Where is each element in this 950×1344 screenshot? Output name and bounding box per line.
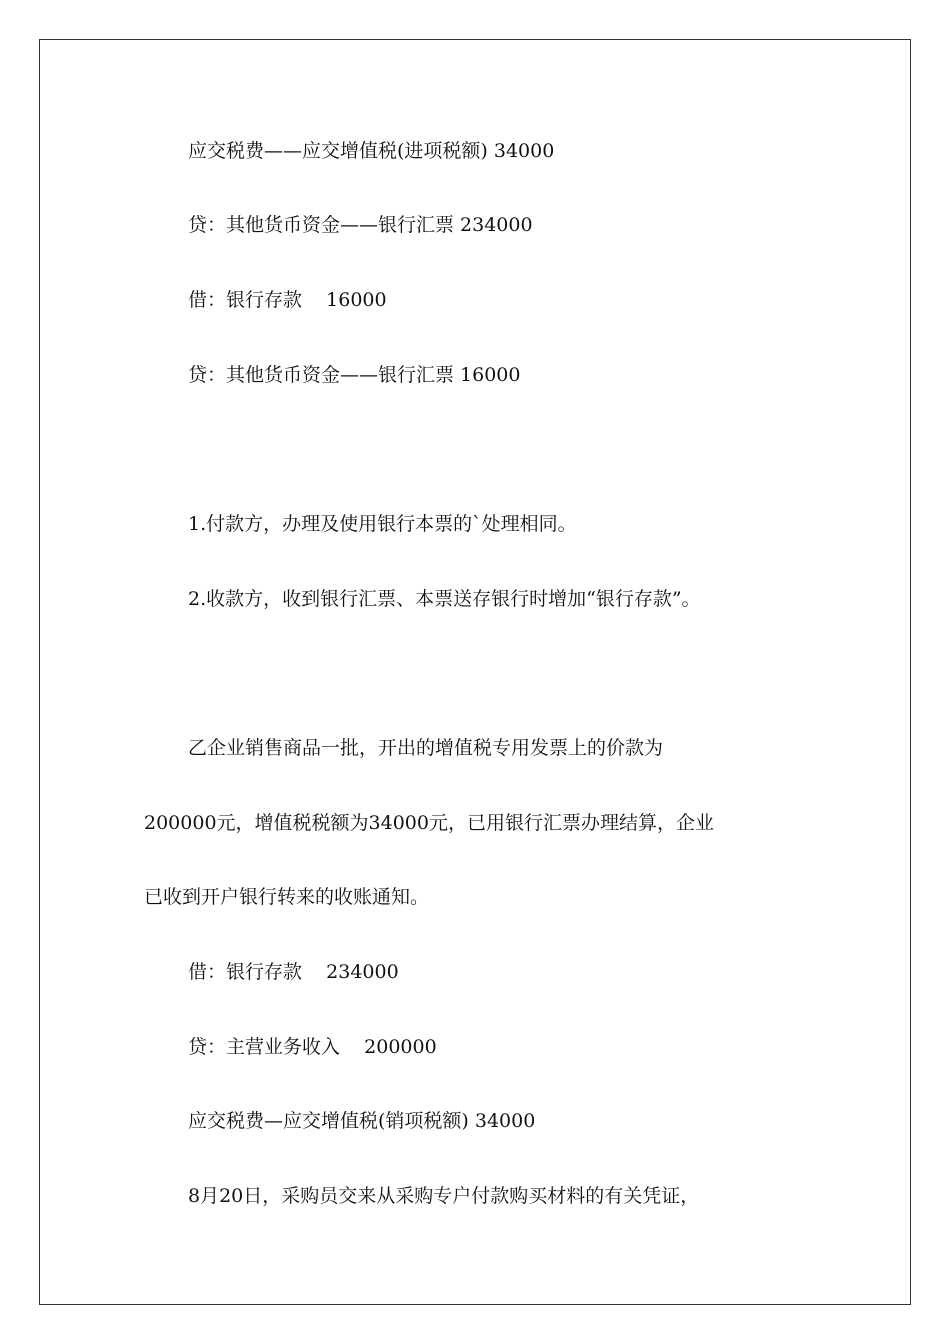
text-line-payee-note: 2.收款方，收到银行汇票、本票送存银行时增加“银行存款”。: [188, 588, 701, 610]
text-line-tax-input: 应交税费——应交增值税(进项税额) 34000: [188, 140, 555, 162]
paragraph-example-line-1: 乙企业销售商品一批，开出的增值税专用发票上的价款为: [188, 737, 664, 759]
text-line-debit-bank-234000: 借：银行存款 234000: [188, 961, 399, 983]
text-line-tax-output: 应交税费—应交增值税(销项税额) 34000: [188, 1110, 536, 1132]
paragraph-example-line-2: 200000元，增值税税额为34000元，已用银行汇票办理结算，企业: [144, 812, 714, 834]
text-line-aug20-note: 8月20日，采购员交来从采购专户付款购买材料的有关凭证，: [188, 1185, 700, 1207]
text-line-credit-draft-234000: 贷：其他货币资金——银行汇票 234000: [188, 214, 533, 236]
text-line-credit-revenue: 贷：主营业务收入 200000: [188, 1036, 437, 1058]
text-line-payer-note: 1.付款方，办理及使用银行本票的`处理相同。: [188, 513, 577, 535]
text-line-debit-bank-16000: 借：银行存款 16000: [188, 289, 387, 311]
text-line-credit-draft-16000: 贷：其他货币资金——银行汇票 16000: [188, 364, 521, 386]
paragraph-example-line-3: 已收到开户银行转来的收账通知。: [144, 886, 430, 908]
